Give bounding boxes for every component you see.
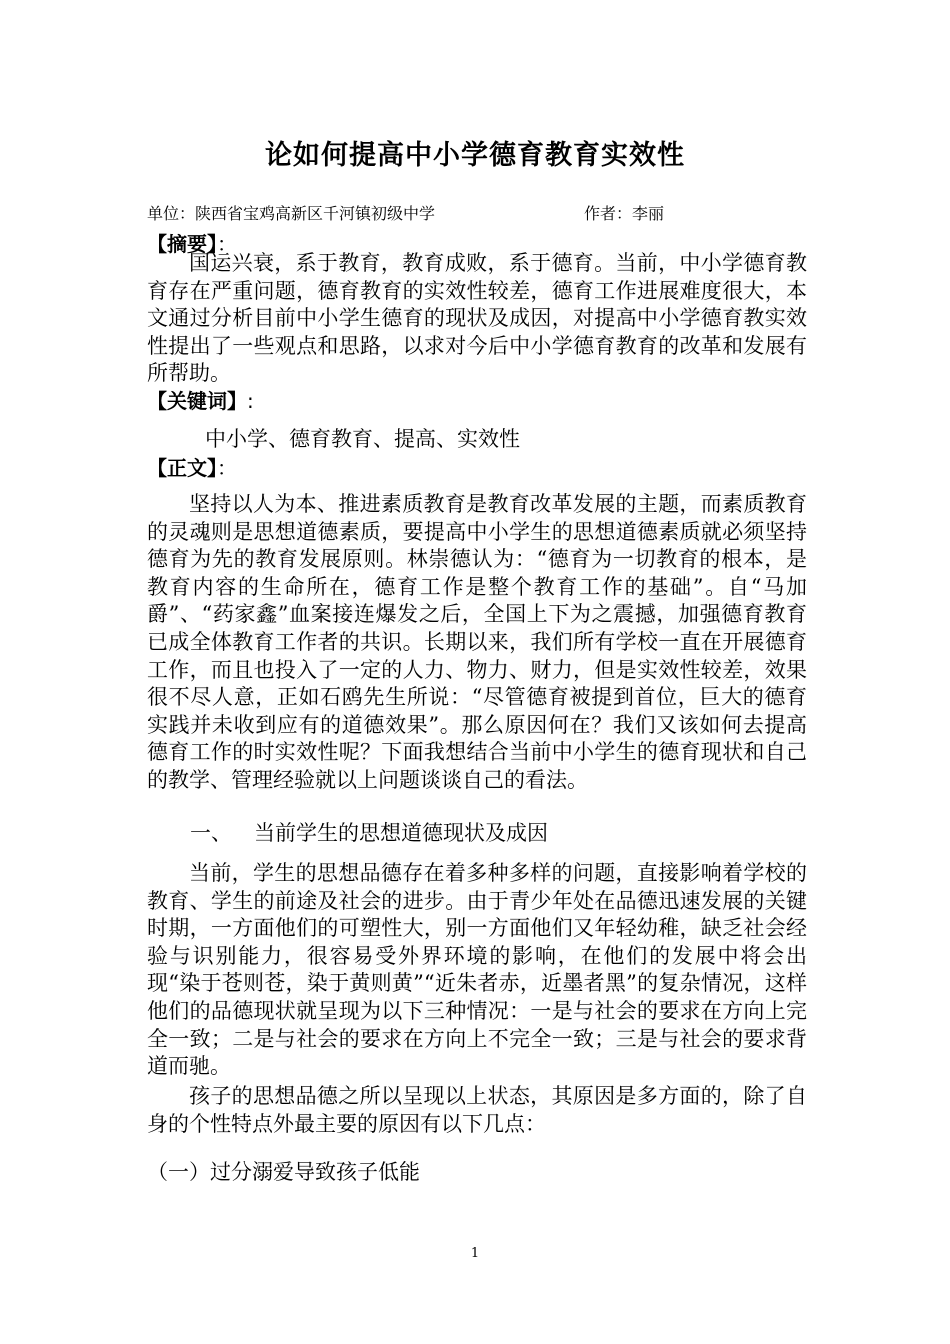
page-number: 1: [470, 1246, 480, 1261]
document-meta: [147, 201, 665, 224]
subsection-heading-1: （一）过分溺爱导致孩子低能: [147, 1160, 420, 1184]
keywords-heading: 【关键词】: [147, 389, 247, 413]
body-paragraph-1: 坚持以人为本、推进素质教育是教育改革发展的主题，而素质教育的灵魂则是思想道德素质，要提高中小学生的思想道德素质就必须坚持德育为先的教育发展原则。林崇德认为：“德育为一切教育的根本，是教育内容的生命所在，德育工作是整个教育工作的基础”。自“马加爵”、“药家鑫”血案接连爆发之后，全国上下为之震撼，加强德育教育已成全体教育工作者的共识。长期以来，我们所有学校一直在开展德育工作，而且也投入了一定的人力、物力、财力，但是实效性较差，效果很不尽人意，正如石鸥先生所说：“尽管德育被提到首位，巨大的德育实践并未收到应有的道德效果”。那么原因何在？我们又该如何去提高德育工作的时实效性呢？下面我想结合当前中小学生的德育现状和自己的教学、管理经验就以上问题谈谈自己的看法。: [147, 492, 807, 792]
body-colon: ：: [217, 456, 237, 480]
body-heading: 【正文】: [147, 456, 217, 480]
document-title: 论如何提高中小学德育教育实效性: [265, 140, 685, 171]
keywords-heading-row: [147, 385, 254, 414]
abstract-colon: ：: [217, 232, 237, 256]
abstract-paragraph: 国运兴衰，系于教育，教育成败，系于德育。当前，中小学德育教育存在严重问题，德育教育的实效性较差，德育工作进展难度很大，本文通过分析目前中小学生德育的现状及成因，对提高中小学德育教实效性提出了一些观点和思路，以求对今后中小学德育教育的改革和发展有所帮助。: [147, 251, 807, 386]
body-paragraph-3: 孩子的思想品德之所以呈现以上状态，其原因是多方面的，除了自身的个性特点外最主要的原因有以下几点：: [147, 1084, 807, 1136]
keywords-list: 中小学、德育教育、提高、实效性: [205, 427, 520, 451]
author-line: 作者：李丽: [584, 204, 665, 223]
body-paragraph-2: 当前，学生的思想品德存在着多种多样的问题，直接影响着学校的教育、学生的前途及社会的进步。由于青少年处在品德迅速发展的关键时期，一方面他们的可塑性大，别一方面他们又年轻幼稚，缺乏社会经验与识别能力，很容易受外界环境的影响，在他们的发展中将会出现“染于苍则苍，染于黄则黄”“近朱者赤，近墨者黑”的复杂情况，这样他们的品德现状就呈现为以下三种情况：一是与社会的要求在方向上完全一致；二是与社会的要求在方向上不完全一致；三是与社会的要求背道而驰。: [147, 861, 807, 1079]
keywords-colon: :: [247, 389, 254, 413]
body-heading-row: [147, 452, 237, 481]
section-number: 一、: [190, 821, 232, 845]
section-heading-1: [190, 817, 548, 847]
unit-line: 单位：陕西省宝鸡高新区千河镇初级中学: [147, 204, 436, 223]
section-title: 当前学生的思想道德现状及成因: [254, 821, 548, 845]
abstract-heading: 【摘要】: [147, 232, 217, 256]
